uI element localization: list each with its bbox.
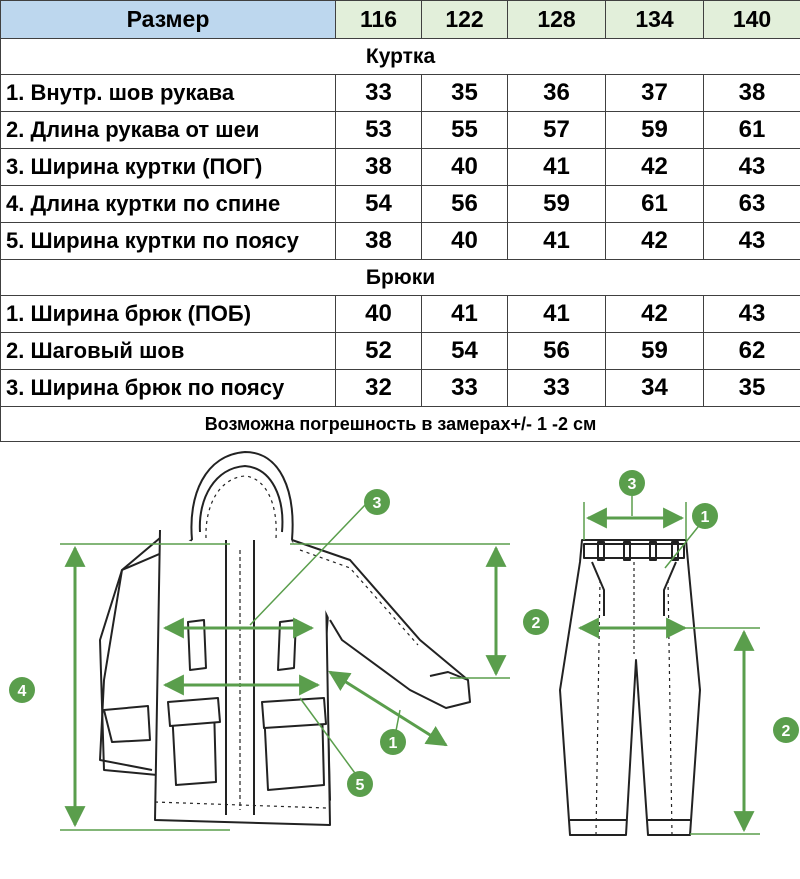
table-row (1, 333, 800, 370)
row-label: 4. Длина куртки по спине (1, 186, 336, 223)
table-cell: 40 (422, 149, 508, 186)
row-label: 2. Длина рукава от шеи (1, 112, 336, 149)
table-cell: 42 (606, 296, 704, 333)
section-row-pants (1, 260, 800, 296)
table-cell: 53 (336, 112, 422, 149)
table-cell: 56 (508, 333, 606, 370)
table-header-row (1, 1, 800, 39)
table-cell: 57 (508, 112, 606, 149)
marker-jacket-4 (9, 677, 35, 703)
jacket-drawing (100, 452, 470, 825)
table-row (1, 186, 800, 223)
garment-diagram (0, 440, 800, 879)
section-title-pants: Брюки (1, 260, 800, 296)
svg-text:1: 1 (700, 509, 710, 526)
row-label: 5. Ширина куртки по поясу (1, 223, 336, 260)
svg-text:2: 2 (781, 723, 791, 740)
table-cell: 61 (606, 186, 704, 223)
row-label: 3. Ширина куртки (ПОГ) (1, 149, 336, 186)
table-cell: 33 (422, 370, 508, 407)
row-label: 1. Ширина брюк (ПОБ) (1, 296, 336, 333)
marker-pants-1 (692, 503, 718, 529)
table-cell: 37 (606, 75, 704, 112)
table-row (1, 75, 800, 112)
table-cell: 55 (422, 112, 508, 149)
svg-text:3: 3 (627, 476, 637, 493)
section-title-jacket: Куртка (1, 39, 800, 75)
table-cell: 38 (704, 75, 800, 112)
table-cell: 61 (704, 112, 800, 149)
table-cell: 41 (508, 223, 606, 260)
row-label: 3. Ширина брюк по поясу (1, 370, 336, 407)
table-cell: 33 (508, 370, 606, 407)
table-cell: 42 (606, 223, 704, 260)
table-cell: 54 (422, 333, 508, 370)
table-cell: 41 (508, 296, 606, 333)
size-header-140: 140 (704, 1, 800, 39)
table-cell: 35 (704, 370, 800, 407)
size-header-134: 134 (606, 1, 704, 39)
table-row (1, 223, 800, 260)
marker-jacket-2 (523, 609, 549, 635)
table-row (1, 296, 800, 333)
note-row (1, 407, 800, 442)
table-cell: 63 (704, 186, 800, 223)
table-cell: 33 (336, 75, 422, 112)
table-cell: 54 (336, 186, 422, 223)
table-cell: 56 (422, 186, 508, 223)
table-cell: 43 (704, 296, 800, 333)
table-row (1, 370, 800, 407)
svg-text:5: 5 (355, 777, 365, 794)
marker-pants-3 (619, 470, 645, 496)
marker-jacket-5 (347, 771, 373, 797)
table-cell: 38 (336, 149, 422, 186)
section-row-jacket (1, 39, 800, 75)
size-header-122: 122 (422, 1, 508, 39)
table-cell: 59 (606, 333, 704, 370)
table-cell: 38 (336, 223, 422, 260)
svg-text:4: 4 (17, 683, 27, 700)
table-cell: 42 (606, 149, 704, 186)
svg-text:2: 2 (531, 615, 541, 632)
table-row (1, 149, 800, 186)
table-cell: 43 (704, 149, 800, 186)
table-cell: 52 (336, 333, 422, 370)
marker-pants-2 (773, 717, 799, 743)
table-cell: 41 (508, 149, 606, 186)
table-cell: 59 (508, 186, 606, 223)
marker-jacket-1 (380, 729, 406, 755)
table-row (1, 112, 800, 149)
pants-drawing (560, 540, 700, 835)
table-cell: 34 (606, 370, 704, 407)
marker-jacket-3 (364, 489, 390, 515)
size-column-header: Размер (1, 1, 336, 39)
measurement-note: Возможна погрешность в замерах+/- 1 -2 см (1, 407, 800, 442)
svg-text:3: 3 (372, 495, 382, 512)
table-cell: 62 (704, 333, 800, 370)
table-cell: 36 (508, 75, 606, 112)
table-cell: 41 (422, 296, 508, 333)
table-cell: 40 (422, 223, 508, 260)
table-cell: 59 (606, 112, 704, 149)
row-label: 1. Внутр. шов рукава (1, 75, 336, 112)
size-header-128: 128 (508, 1, 606, 39)
svg-text:1: 1 (388, 735, 398, 752)
table-cell: 32 (336, 370, 422, 407)
table-cell: 43 (704, 223, 800, 260)
table-cell: 40 (336, 296, 422, 333)
size-header-116: 116 (336, 1, 422, 39)
row-label: 2. Шаговый шов (1, 333, 336, 370)
table-cell: 35 (422, 75, 508, 112)
